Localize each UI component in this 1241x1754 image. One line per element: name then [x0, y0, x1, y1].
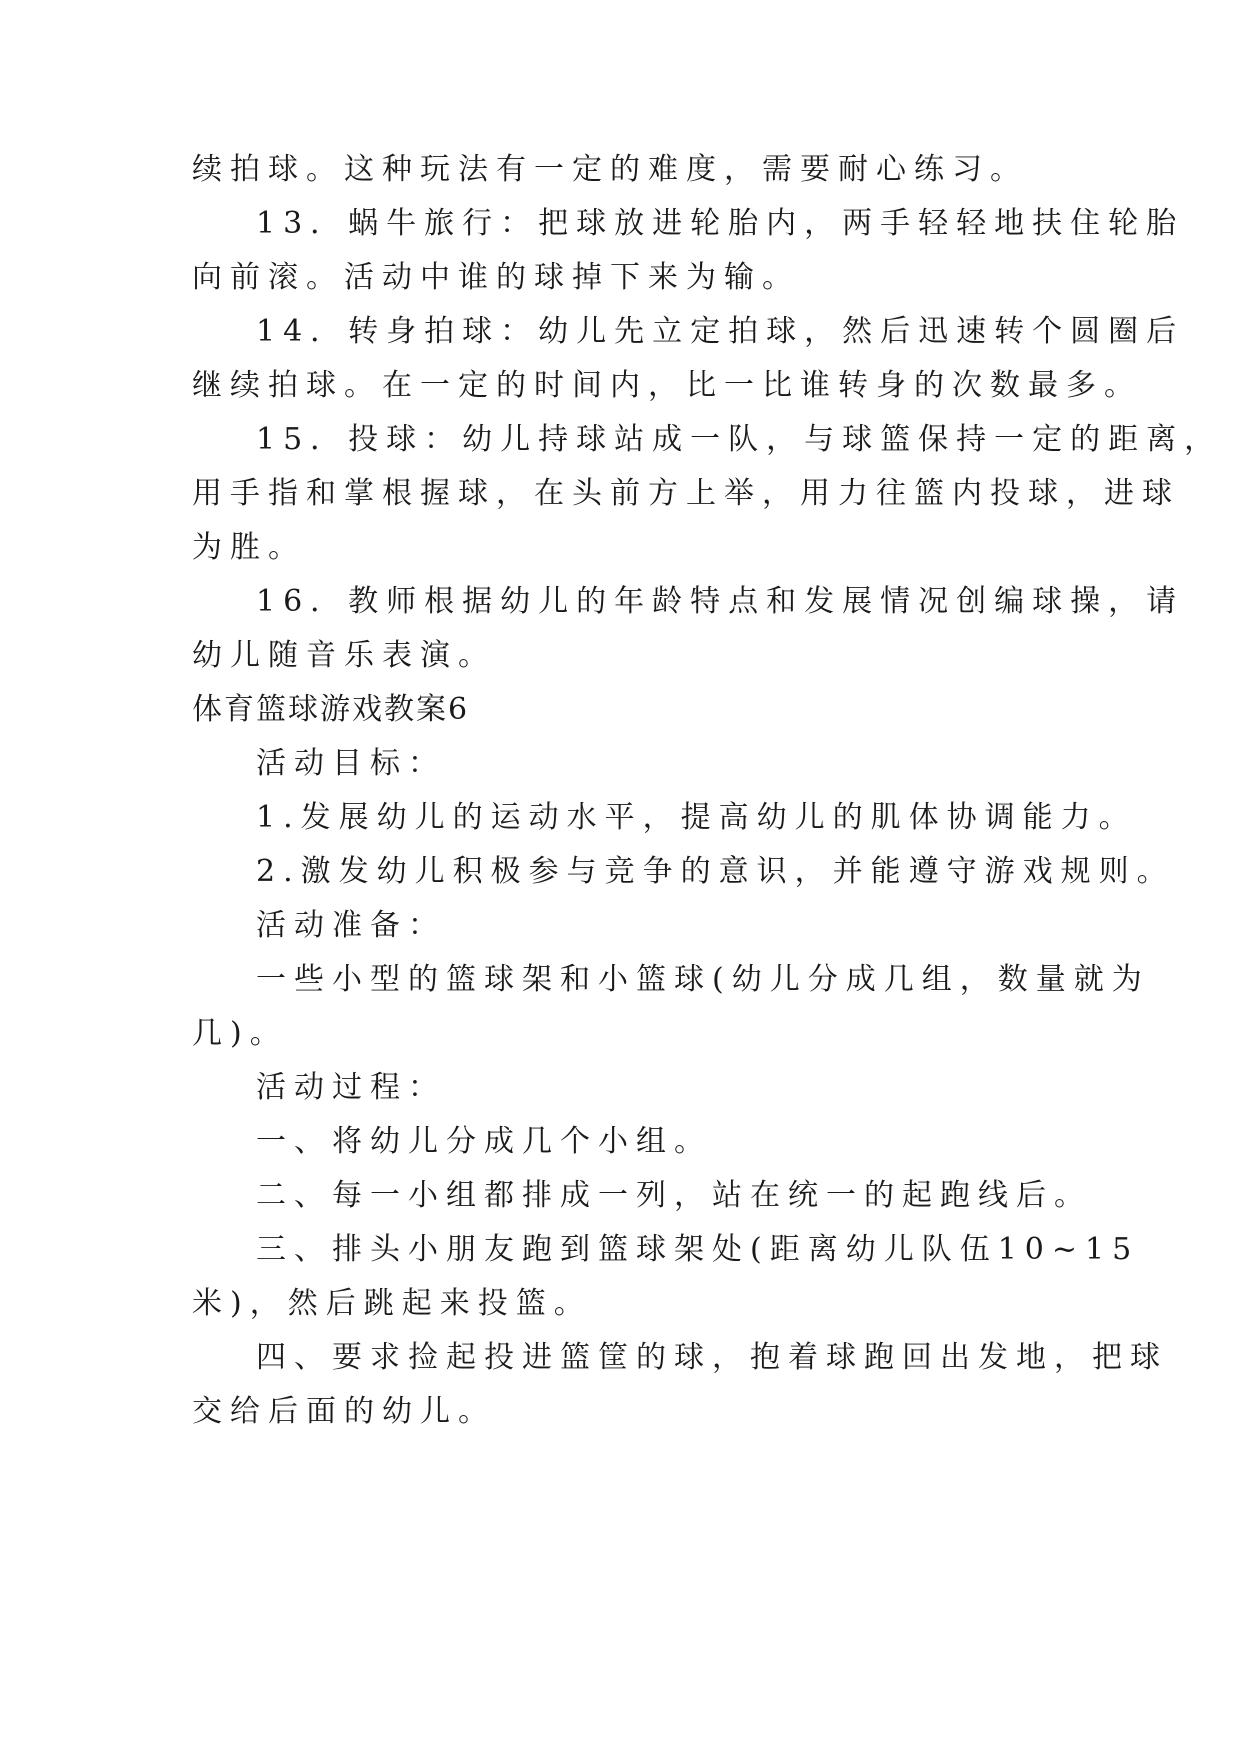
paragraph-line: 14．转身拍球：幼儿先立定拍球，然后迅速转个圆圈后	[256, 314, 1185, 349]
paragraph-line: 交给后面的幼儿。	[192, 1394, 496, 1429]
paragraph-line: 米)，然后跳起来投篮。	[192, 1286, 592, 1321]
paragraph-line: 活动过程：	[256, 1070, 446, 1105]
paragraph-line: 为胜。	[192, 530, 306, 565]
paragraph-line: 向前滚。活动中谁的球掉下来为输。	[192, 260, 800, 295]
paragraph-line: 四、要求捡起投进篮筐的球，抱着球跑回出发地，把球	[256, 1340, 1168, 1375]
paragraph-line: 继续拍球。在一定的时间内，比一比谁转身的次数最多。	[192, 368, 1142, 403]
paragraph-line: 三、排头小朋友跑到篮球架处(距离幼儿队伍10~15	[256, 1232, 1140, 1267]
paragraph-line: 续拍球。这种玩法有一定的难度，需要耐心练习。	[192, 152, 1028, 187]
paragraph-line: 活动准备：	[256, 908, 446, 943]
section-heading: 体育篮球游戏教案6	[192, 692, 470, 727]
paragraph-line: 用手指和掌根握球，在头前方上举，用力往篮内投球，进球	[192, 476, 1180, 511]
paragraph-line: 几)。	[192, 1016, 288, 1051]
paragraph-line: 活动目标：	[256, 746, 446, 781]
paragraph-line: 2.激发幼儿积极参与竞争的意识，并能遵守游戏规则。	[256, 854, 1175, 889]
paragraph-line: 一、将幼儿分成几个小组。	[256, 1124, 712, 1159]
paragraph-line: 幼儿随音乐表演。	[192, 638, 496, 673]
paragraph-line: 13．蜗牛旅行：把球放进轮胎内，两手轻轻地扶住轮胎	[256, 206, 1185, 241]
paragraph-line: 15．投球：幼儿持球站成一队，与球篮保持一定的距离，	[256, 422, 1223, 457]
paragraph-line: 一些小型的篮球架和小篮球(幼儿分成几组，数量就为	[256, 962, 1150, 997]
paragraph-line: 16．教师根据幼儿的年龄特点和发展情况创编球操，请	[256, 584, 1185, 619]
paragraph-line: 1.发展幼儿的运动水平，提高幼儿的肌体协调能力。	[256, 800, 1137, 835]
paragraph-line: 二、每一小组都排成一列，站在统一的起跑线后。	[256, 1178, 1092, 1213]
